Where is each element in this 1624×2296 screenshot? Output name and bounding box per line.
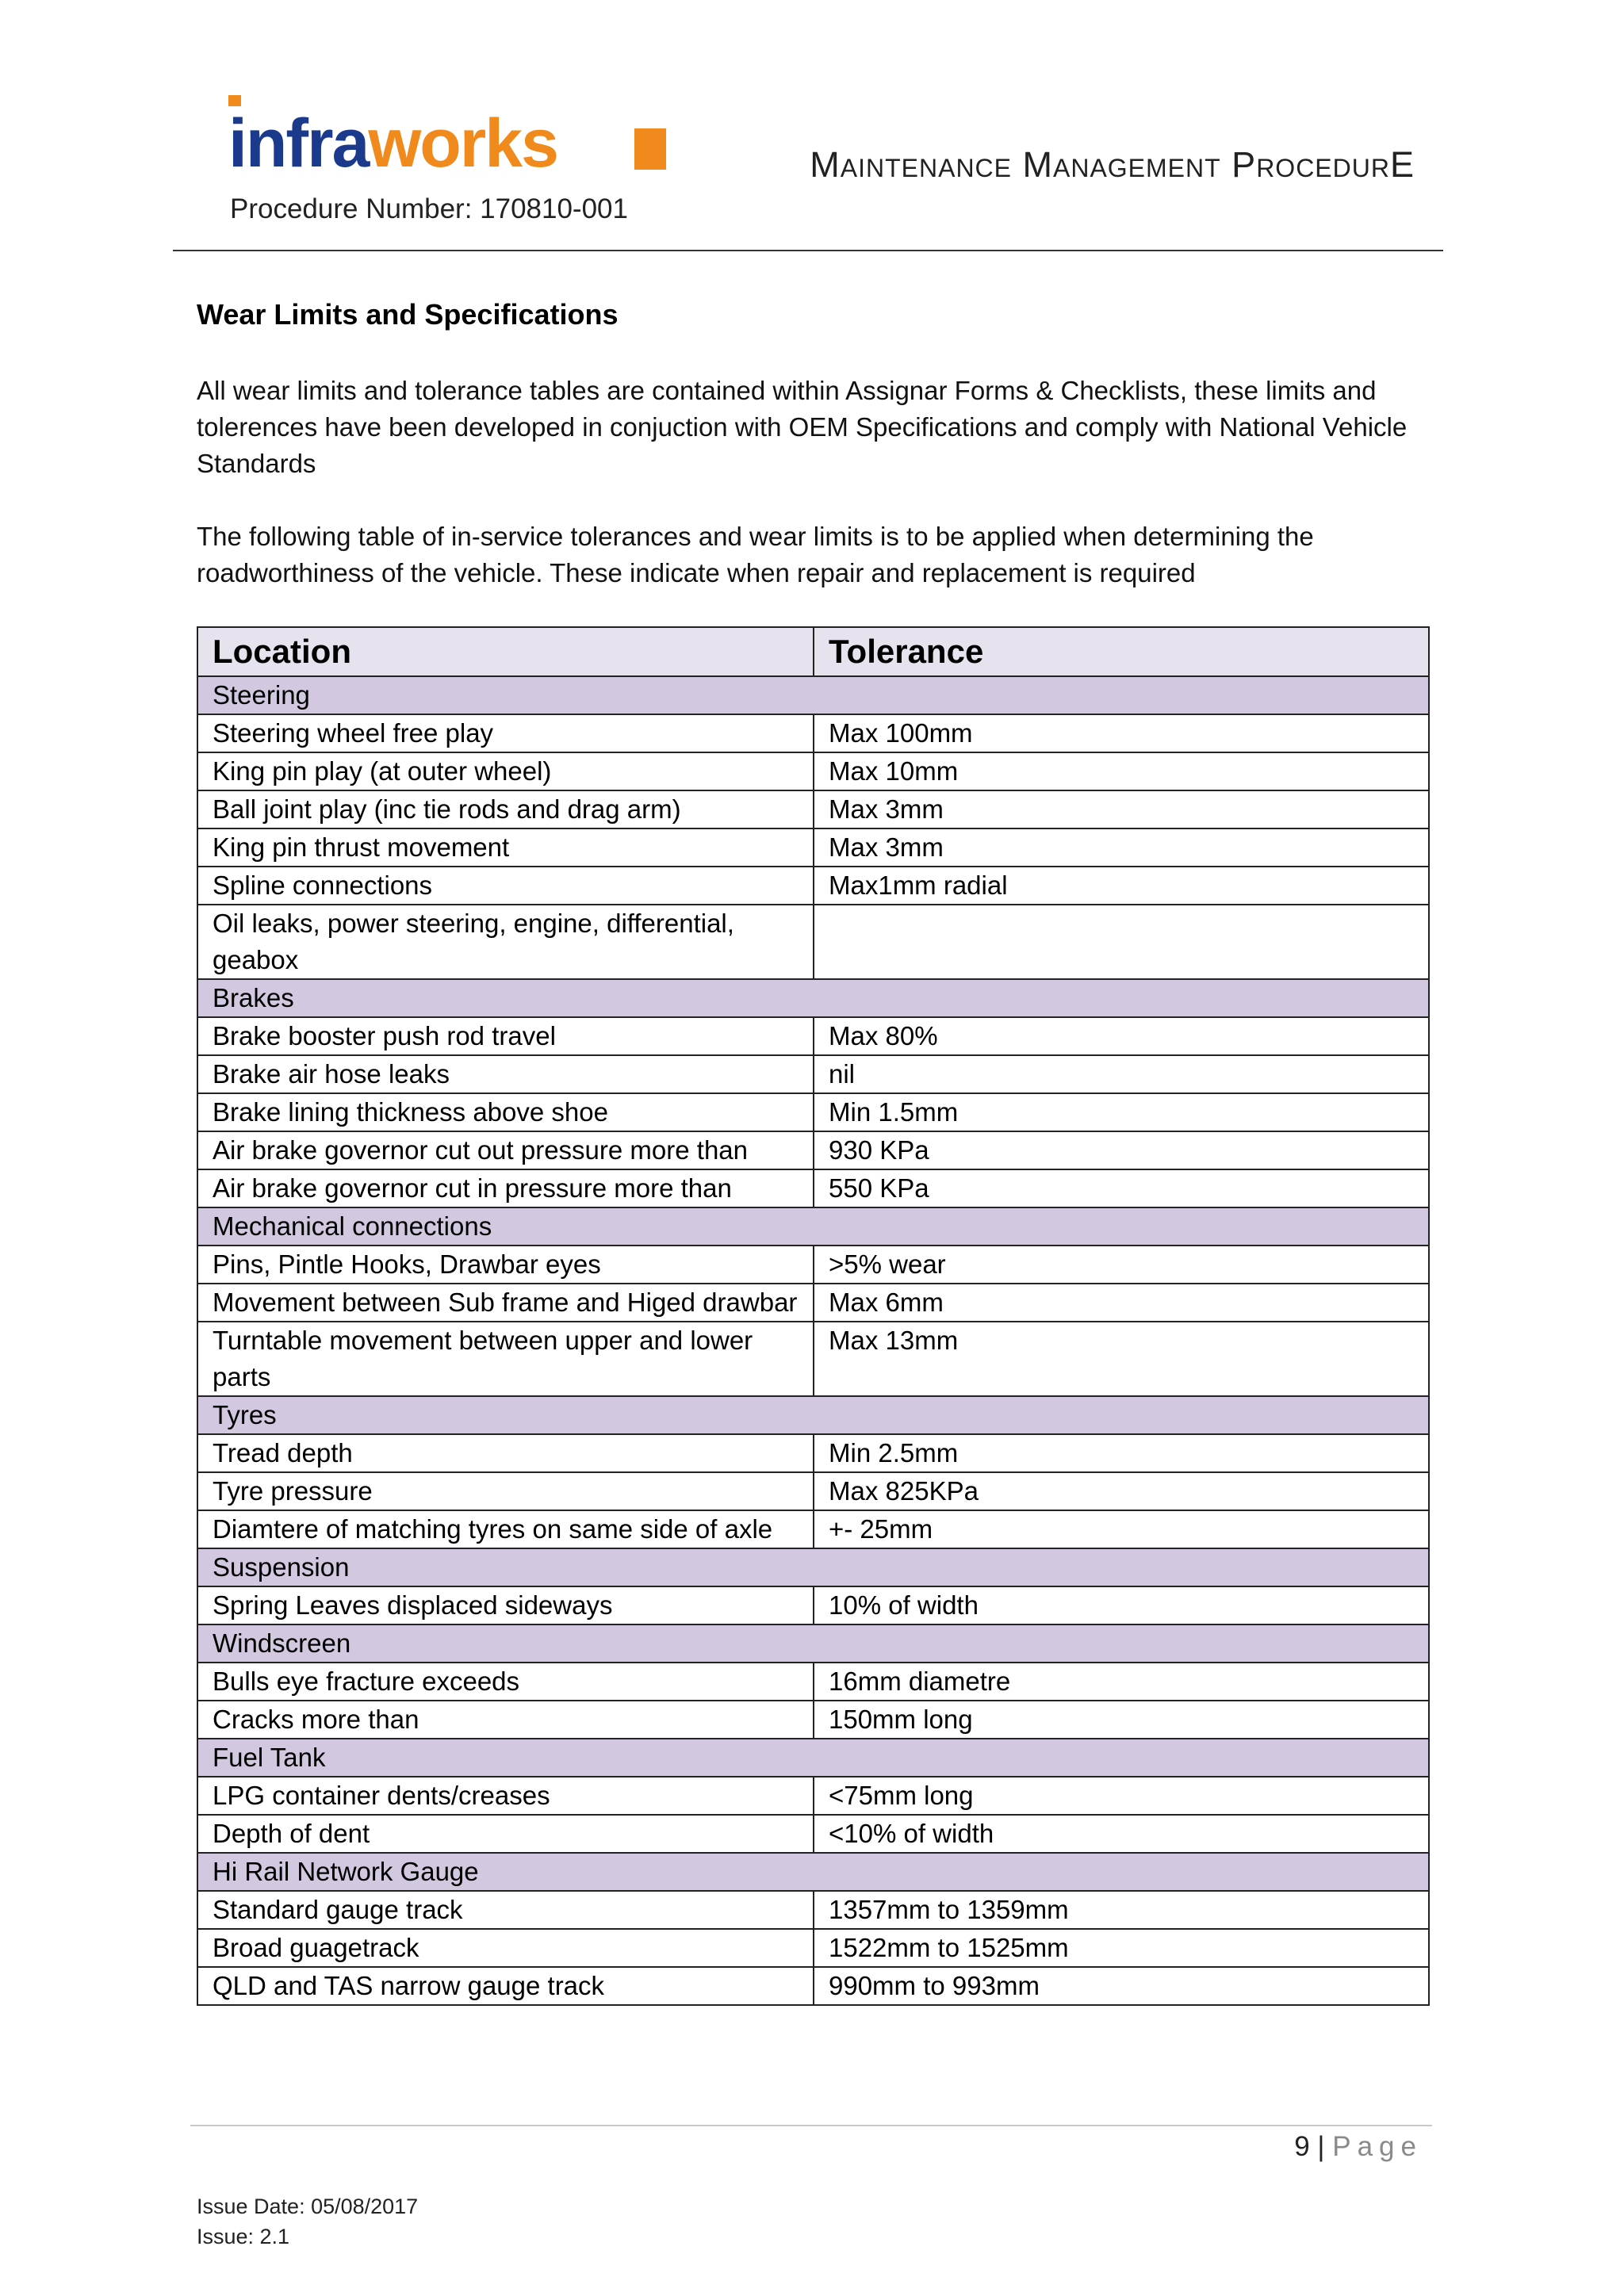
location-cell: Tread depth <box>197 1434 814 1472</box>
location-cell: LPG container dents/creases <box>197 1777 814 1815</box>
document-title: Maintenance Management ProcedurE <box>810 144 1415 185</box>
section-label: Brakes <box>197 979 1429 1017</box>
table-row <box>197 1472 1429 1510</box>
tolerance-cell: 930 KPa <box>814 1131 1429 1169</box>
logo-square-icon <box>634 128 666 170</box>
logo-wordmark: infraworks <box>228 105 557 182</box>
section-row <box>197 1624 1429 1663</box>
location-cell: Cracks more than <box>197 1701 814 1739</box>
table-intro-paragraph: The following table of in-service tolerances and wear limits is to be applied when determining the roadworthiness of the vehicle. These indicate when repair and replacement is required <box>197 522 1314 587</box>
location-column-header: Location <box>197 627 814 676</box>
tolerance-cell: Max 825KPa <box>814 1472 1429 1510</box>
tolerance-cell: >5% wear <box>814 1246 1429 1284</box>
location-cell: Brake booster push rod travel <box>197 1017 814 1055</box>
tolerance-cell: +- 25mm <box>814 1510 1429 1548</box>
table-row <box>197 790 1429 828</box>
tolerance-cell: Max 10mm <box>814 752 1429 790</box>
tolerance-cell: 10% of width <box>814 1586 1429 1624</box>
table-header-row <box>197 627 1429 676</box>
location-cell: Steering wheel free play <box>197 714 814 752</box>
location-cell: Turntable movement between upper and lower parts <box>197 1322 814 1396</box>
tolerance-cell: Max 80% <box>814 1017 1429 1055</box>
table-row <box>197 1284 1429 1322</box>
tolerance-column-header: Tolerance <box>814 627 1429 676</box>
table-row <box>197 1701 1429 1739</box>
location-cell: King pin thrust movement <box>197 828 814 867</box>
table-row <box>197 714 1429 752</box>
tolerance-cell: Max 3mm <box>814 790 1429 828</box>
section-label: Hi Rail Network Gauge <box>197 1853 1429 1891</box>
intro-paragraph: All wear limits and tolerance tables are contained within Assignar Forms & Checklists, these limits and tolerences have been developed in conjuction with OEM Specifications and comply with National Vehicle Standards <box>197 376 1408 478</box>
section-label: Steering <box>197 676 1429 714</box>
page-number: 9 | Page <box>1294 2131 1423 2162</box>
location-cell: Depth of dent <box>197 1815 814 1853</box>
table-row <box>197 1055 1429 1093</box>
tolerance-cell: <10% of width <box>814 1815 1429 1853</box>
location-cell: Broad guagetrack <box>197 1929 814 1967</box>
table-row <box>197 752 1429 790</box>
section-label: Windscreen <box>197 1624 1429 1663</box>
section-label: Fuel Tank <box>197 1739 1429 1777</box>
section-label: Suspension <box>197 1548 1429 1586</box>
location-cell: Movement between Sub frame and Higed drawbar <box>197 1284 814 1322</box>
section-row <box>197 1739 1429 1777</box>
tolerance-cell: Max 100mm <box>814 714 1429 752</box>
table-row <box>197 1093 1429 1131</box>
section-row <box>197 1548 1429 1586</box>
table-row <box>197 1815 1429 1853</box>
location-cell: Brake air hose leaks <box>197 1055 814 1093</box>
location-cell: King pin play (at outer wheel) <box>197 752 814 790</box>
table-row <box>197 1131 1429 1169</box>
table-row <box>197 905 1429 979</box>
location-cell: Spring Leaves displaced sideways <box>197 1586 814 1624</box>
tolerance-cell: Max 3mm <box>814 828 1429 867</box>
table-row <box>197 1017 1429 1055</box>
tolerance-cell: 990mm to 993mm <box>814 1967 1429 2005</box>
location-cell: Air brake governor cut out pressure more than <box>197 1131 814 1169</box>
table-row <box>197 867 1429 905</box>
table-row <box>197 1322 1429 1396</box>
location-cell: Ball joint play (inc tie rods and drag arm) <box>197 790 814 828</box>
location-cell: Brake lining thickness above shoe <box>197 1093 814 1131</box>
tolerance-cell: 16mm diametre <box>814 1663 1429 1701</box>
table-row <box>197 1169 1429 1207</box>
location-cell: Spline connections <box>197 867 814 905</box>
section-label: Tyres <box>197 1396 1429 1434</box>
table-row <box>197 1246 1429 1284</box>
table-row <box>197 1891 1429 1929</box>
tolerance-cell: 150mm long <box>814 1701 1429 1739</box>
tolerance-cell: 550 KPa <box>814 1169 1429 1207</box>
tolerance-cell: 1522mm to 1525mm <box>814 1929 1429 1967</box>
tolerance-cell: Max 13mm <box>814 1322 1429 1396</box>
location-cell: Standard gauge track <box>197 1891 814 1929</box>
location-cell: Air brake governor cut in pressure more than <box>197 1169 814 1207</box>
table-row <box>197 1434 1429 1472</box>
table-row <box>197 1929 1429 1967</box>
tolerance-cell: 1357mm to 1359mm <box>814 1891 1429 1929</box>
location-cell: Oil leaks, power steering, engine, differential, geabox <box>197 905 814 979</box>
header-divider <box>173 250 1443 251</box>
tolerance-cell: Max1mm radial <box>814 867 1429 905</box>
tolerance-cell: nil <box>814 1055 1429 1093</box>
location-cell: Tyre pressure <box>197 1472 814 1510</box>
logo-accent-icon <box>228 95 241 106</box>
infraworks-logo <box>228 95 672 182</box>
tolerance-cell: Max 6mm <box>814 1284 1429 1322</box>
location-cell: Bulls eye fracture exceeds <box>197 1663 814 1701</box>
section-label: Mechanical connections <box>197 1207 1429 1246</box>
table-row <box>197 1663 1429 1701</box>
section-row <box>197 1853 1429 1891</box>
section-row <box>197 1396 1429 1434</box>
section-row <box>197 979 1429 1017</box>
table-row <box>197 1510 1429 1548</box>
location-cell: Pins, Pintle Hooks, Drawbar eyes <box>197 1246 814 1284</box>
table-row <box>197 1967 1429 2005</box>
table-body <box>197 676 1429 2005</box>
tolerance-table <box>197 626 1430 2006</box>
tolerance-cell: Min 1.5mm <box>814 1093 1429 1131</box>
location-cell: Diamtere of matching tyres on same side of axle <box>197 1510 814 1548</box>
tolerance-cell <box>814 905 1429 979</box>
procedure-number: Procedure Number: 170810-001 <box>230 193 628 224</box>
table-row <box>197 1586 1429 1624</box>
footer-divider <box>190 2125 1432 2126</box>
location-cell: QLD and TAS narrow gauge track <box>197 1967 814 2005</box>
tolerance-cell: Min 2.5mm <box>814 1434 1429 1472</box>
table-row <box>197 1777 1429 1815</box>
section-row <box>197 676 1429 714</box>
table-row <box>197 828 1429 867</box>
issue-number: Issue: 2.1 <box>197 2225 290 2248</box>
section-title: Wear Limits and Specifications <box>197 298 619 331</box>
issue-date: Issue Date: 05/08/2017 <box>197 2195 419 2218</box>
section-row <box>197 1207 1429 1246</box>
tolerance-cell: <75mm long <box>814 1777 1429 1815</box>
